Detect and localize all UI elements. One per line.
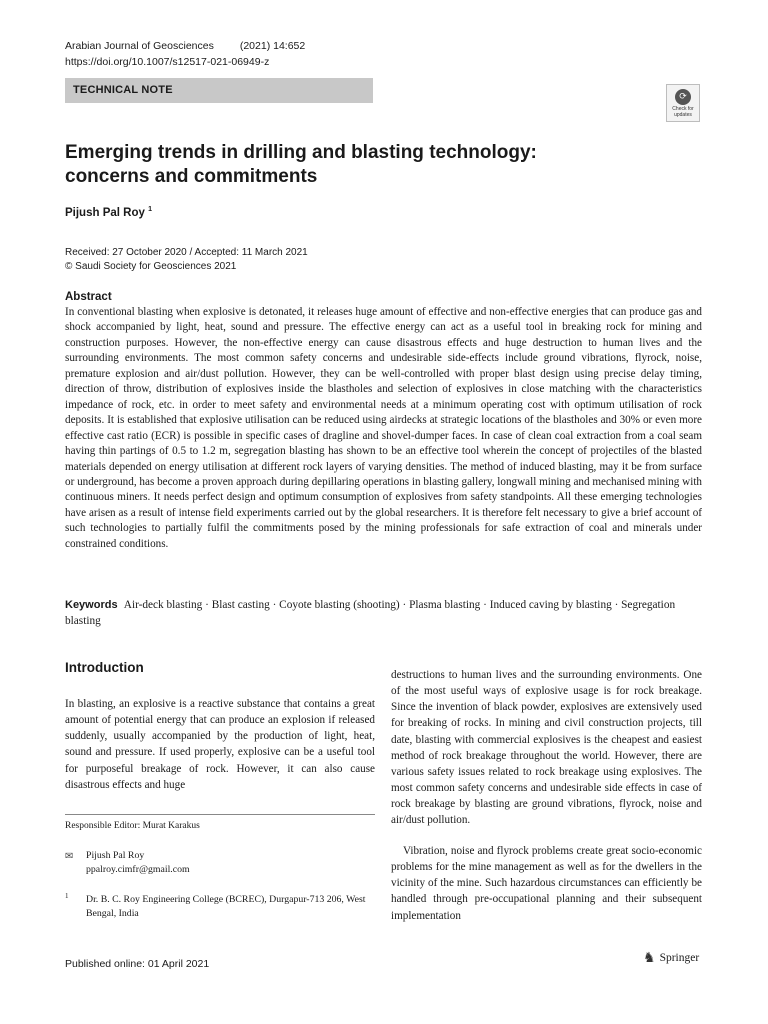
keywords-label: Keywords	[65, 599, 118, 611]
responsible-editor: Responsible Editor: Murat Karakus	[65, 821, 200, 831]
envelope-icon: ✉	[65, 851, 74, 862]
abstract-heading: Abstract	[65, 291, 112, 303]
keywords-block	[65, 597, 705, 629]
intro-paragraph-col2-2: Vibration, noise and flyrock problems create great socio-economic problems for the mine management as well as for the dwellers in the vicinity of the mine. Such hazardous circumstances can efficiently be handled through pre-occupational planning and their subsequent implementation	[391, 845, 702, 922]
intro-paragraph-col1: In blasting, an explosive is a reactive substance that contains a great amount of potential energy that can produce an explosion if released suddenly, usually accompanied by the production of light, heat, sound and pressure. If used properly, explosive can be a useful tool for purposeful breakage of rock. However, it can also cause disastrous effects and huge	[65, 698, 375, 791]
publisher-logo	[643, 950, 699, 966]
journal-citation	[65, 40, 305, 52]
publisher-name: Springer	[659, 952, 700, 964]
introduction-heading: Introduction	[65, 660, 144, 675]
abstract-body: In conventional blasting when explosive is detonated, it releases huge amount of effective and non-effective energies that can produce gas and shock accompanied by light, heat, sound and pressure. The effective energy can act as a useful tool in breaking rock for mining and construction purposes. However, the non-effective energy can cause disastrous effects and huge destruction to human lives and the surrounding environments. The most common safety concerns and undesirable side-effects include ground vibrations, flyrock, noise, premature explosion and air/dust pollution. However, they can be well-controlled with proper blast design using precise delay timing, direction of throw, distribution of explosives inside the blastholes and selection of explosives in close matching with the characteristics impedance of rock, etc. in order to meet safety and environmental needs at a minimum operating cost with optimum utilisation of rock deposits. It is established that explosive utilisation can be reduced using airdecks at strategic locations of the blastholes and 30% or even more effective cast ratio (ECR) is possible in specific cases of dragline and shovel-dumper faces. In case of clean coal extraction from a coal seam having thin partings of 0.5 to 1.2 m, segregation blasting has shown to be an effective tool wherein the concept of projectiles of the blasted materials depended on energy utilisation at different rock layers of varying densities. The method of induced blasting, may it be from surface or underground, has become a proven approach during depillaring operations in blasting gallery, longwall mining and mechanised mining with continuous miners. It needs perfect design and optimum consumption of explosives from safety standpoints. All these emerging technologies have arisen as a result of intense field experiments carried out by the global researchers. It is therefore felt necessary to give a brief account of such technologies to partially fulfil the commitments posed by the mining professionals for safe extraction of coal and minerals under constrained conditions.	[65, 306, 702, 550]
author-name[interactable]: Pijush Pal Roy	[65, 206, 145, 219]
author-affil-sup: 1	[148, 206, 152, 213]
footnote-divider	[65, 814, 375, 815]
check-updates-label: Check for updates	[672, 106, 694, 118]
author-line	[65, 206, 152, 219]
corresponding-author-name: Pijush Pal Roy	[86, 850, 145, 861]
copyright-line: © Saudi Society for Geosciences 2021	[65, 261, 237, 272]
published-online-date: Published online: 01 April 2021	[65, 958, 210, 970]
keywords-list: Air-deck blasting · Blast casting · Coyote blasting (shooting) · Plasma blasting · Induced caving by blasting · Segregation blasting	[65, 599, 676, 627]
doi-link[interactable]: https://doi.org/10.1007/s12517-021-06949-z	[65, 56, 270, 68]
journal-name: Arabian Journal of Geosciences	[65, 40, 214, 52]
affiliation-sup: 1	[65, 892, 69, 900]
article-title: Emerging trends in drilling and blasting technology: concerns and commitments	[65, 142, 537, 187]
refresh-icon: ⟳	[675, 89, 691, 105]
corresponding-author-email[interactable]: ppalroy.cimfr@gmail.com	[86, 864, 190, 875]
affiliation-text: Dr. B. C. Roy Engineering College (BCREC), Durgapur-713 206, West Bengal, India	[86, 894, 366, 919]
received-accepted-dates: Received: 27 October 2020 / Accepted: 11 March 2021	[65, 247, 308, 258]
intro-paragraph-col2-1: destructions to human lives and the surrounding environments. One of the most useful ways of explosive usage is for rock breakage. Since the invention of black powder, explosives are extensively used for breaking of rocks. In mining and civil construction projects, till date, blasting with commercial explosives is the cheapest and easiest method of rock breakage throughout the world. However, there are various safety issues related to rock breakage using explosives. The most common safety concerns and undesirable side effects in case of rock breakage by blasting are ground vibrations, flyrock, noise and air/dust pollution.	[391, 669, 702, 827]
springer-horse-icon: ♞	[643, 950, 656, 966]
journal-volume: (2021) 14:652	[239, 40, 306, 52]
check-for-updates-badge[interactable]	[666, 84, 700, 122]
article-type-banner: TECHNICAL NOTE	[65, 78, 373, 103]
